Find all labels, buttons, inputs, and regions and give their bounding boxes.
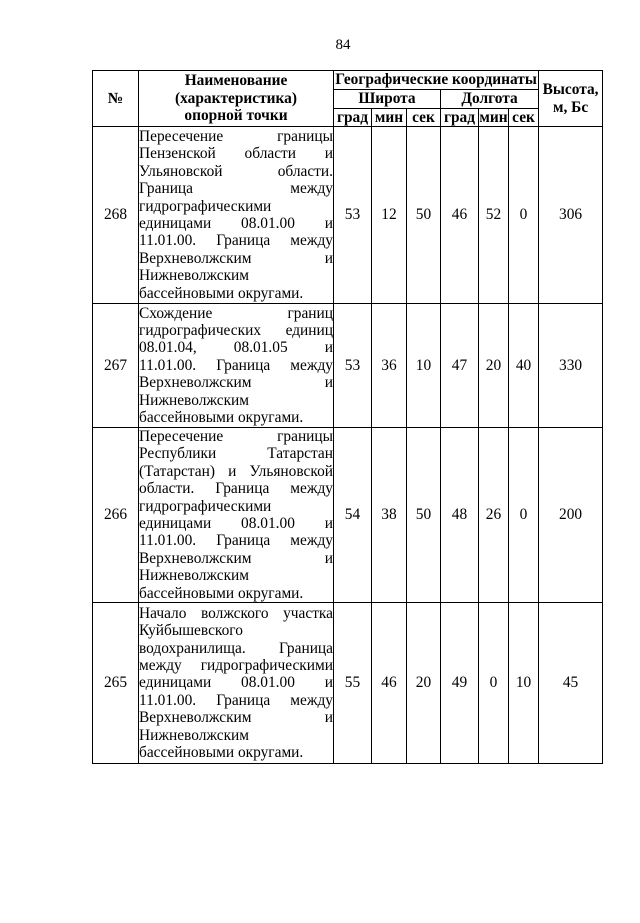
longitude-min: 20 — [479, 304, 509, 428]
header-height — [539, 71, 603, 127]
longitude-sec: 0 — [509, 127, 539, 304]
latitude-sec: 50 — [407, 428, 441, 603]
longitude-deg: 48 — [441, 428, 479, 603]
longitude-sec: 10 — [509, 603, 539, 764]
height-value: 306 — [539, 127, 603, 304]
longitude-deg: 47 — [441, 304, 479, 428]
latitude-deg: 54 — [334, 428, 372, 603]
description-line: единицами 08.01.00 и — [139, 215, 333, 232]
description-line: 11.01.00. Граница между — [139, 232, 333, 250]
row-description — [139, 428, 334, 603]
header-longitude-min: мин — [479, 108, 508, 126]
header-longitude: Долгота — [441, 90, 539, 109]
description-line: области. Граница между — [139, 480, 333, 498]
description-line: бассейновыми округами. — [139, 584, 304, 602]
description-line: Начало волжского участка — [139, 604, 333, 622]
header-number: № — [93, 71, 139, 127]
header-height-line: Высота, — [542, 81, 599, 98]
table-row — [93, 127, 603, 304]
latitude-deg: 53 — [334, 127, 372, 304]
row-description — [139, 127, 334, 304]
description-line: Верхневолжским и — [139, 374, 333, 392]
latitude-min: 12 — [372, 127, 407, 304]
height-value: 330 — [539, 304, 603, 428]
description-line: 11.01.00. Граница между — [139, 691, 333, 709]
height-value: 45 — [539, 603, 603, 764]
latitude-min: 38 — [372, 428, 407, 603]
longitude-min: 52 — [479, 127, 509, 304]
header-latitude-deg: град — [334, 108, 372, 127]
description-line: Верхневолжским и — [139, 249, 333, 267]
latitude-sec: 20 — [407, 603, 441, 764]
description-line: Граница между — [139, 180, 333, 198]
longitude-sec: 40 — [509, 304, 539, 428]
row-number: 266 — [93, 428, 139, 603]
longitude-deg: 46 — [441, 127, 479, 304]
table-row — [93, 603, 603, 764]
header-name — [139, 71, 334, 127]
description-line: Нижневолжским — [139, 267, 250, 285]
longitude-deg: 49 — [441, 603, 479, 764]
longitude-min: 26 — [479, 428, 509, 603]
longitude-min: 0 — [479, 603, 509, 764]
header-coordinates: Географические координаты — [335, 71, 537, 89]
description-line: Куйбышевского — [139, 622, 243, 640]
description-line: Нижневолжским — [139, 726, 250, 744]
description-line: Пересечение границы — [139, 428, 333, 445]
description-line: Нижневолжским — [139, 567, 250, 585]
table-body — [93, 127, 603, 764]
row-number: 268 — [93, 127, 139, 304]
header-height-line: м, Бс — [552, 98, 589, 116]
header-latitude: Широта — [334, 90, 441, 109]
description-line: единицами 08.01.00 и — [139, 515, 333, 533]
description-line: 11.01.00. Граница между — [139, 356, 333, 374]
table-row — [93, 428, 603, 603]
description-line: бассейновыми округами. — [139, 743, 304, 761]
latitude-deg: 55 — [334, 603, 372, 764]
latitude-sec: 10 — [407, 304, 441, 428]
description-line: Пензенской области и — [139, 145, 333, 163]
description-line: Республики Татарстан — [139, 445, 333, 463]
header-name-line: (характеристика) — [175, 89, 297, 107]
description-line: между гидрографическими — [139, 656, 333, 674]
header-latitude-min: мин — [372, 108, 407, 127]
description-line: бассейновыми округами. — [139, 409, 304, 427]
longitude-sec: 0 — [509, 428, 539, 603]
description-line: гидрографических единиц — [139, 321, 333, 339]
header-row-1 — [93, 71, 603, 90]
description-line: Схождение границ — [139, 304, 333, 322]
height-value: 200 — [539, 428, 603, 603]
latitude-sec: 50 — [407, 127, 441, 304]
description-line: водохранилища. Граница — [139, 639, 333, 657]
description-line: 11.01.00. Граница между — [139, 532, 333, 550]
page-number: 84 — [335, 37, 351, 53]
row-number: 265 — [93, 603, 139, 764]
description-line: Пересечение границы — [139, 127, 333, 145]
latitude-min: 36 — [372, 304, 407, 428]
description-line: гидрографическими — [139, 197, 272, 215]
latitude-deg: 53 — [334, 304, 372, 428]
header-name-line: Наименование — [184, 72, 288, 90]
description-line: Верхневолжским и — [139, 709, 333, 727]
description-line: Нижневолжским — [139, 391, 250, 409]
description-line: 08.01.04, 08.01.05 и — [139, 339, 333, 357]
row-description — [139, 304, 334, 428]
reference-points-table — [92, 70, 603, 764]
description-line: Ульяновской области. — [139, 162, 333, 180]
table-row — [93, 304, 603, 428]
description-line: (Татарстан) и Ульяновской — [139, 462, 333, 480]
header-latitude-sec: сек — [407, 108, 441, 127]
latitude-min: 46 — [372, 603, 407, 764]
row-description — [139, 603, 334, 764]
description-line: гидрографическими — [139, 497, 272, 515]
description-line: бассейновыми округами. — [139, 284, 304, 302]
table-header — [93, 71, 603, 127]
header-longitude-deg: град — [441, 108, 479, 127]
header-name-line: опорной точки — [184, 107, 288, 125]
description-line: Верхневолжским и — [139, 549, 333, 567]
row-number: 267 — [93, 304, 139, 428]
header-longitude-sec: сек — [509, 108, 539, 127]
description-line: единицами 08.01.00 и — [139, 674, 333, 692]
